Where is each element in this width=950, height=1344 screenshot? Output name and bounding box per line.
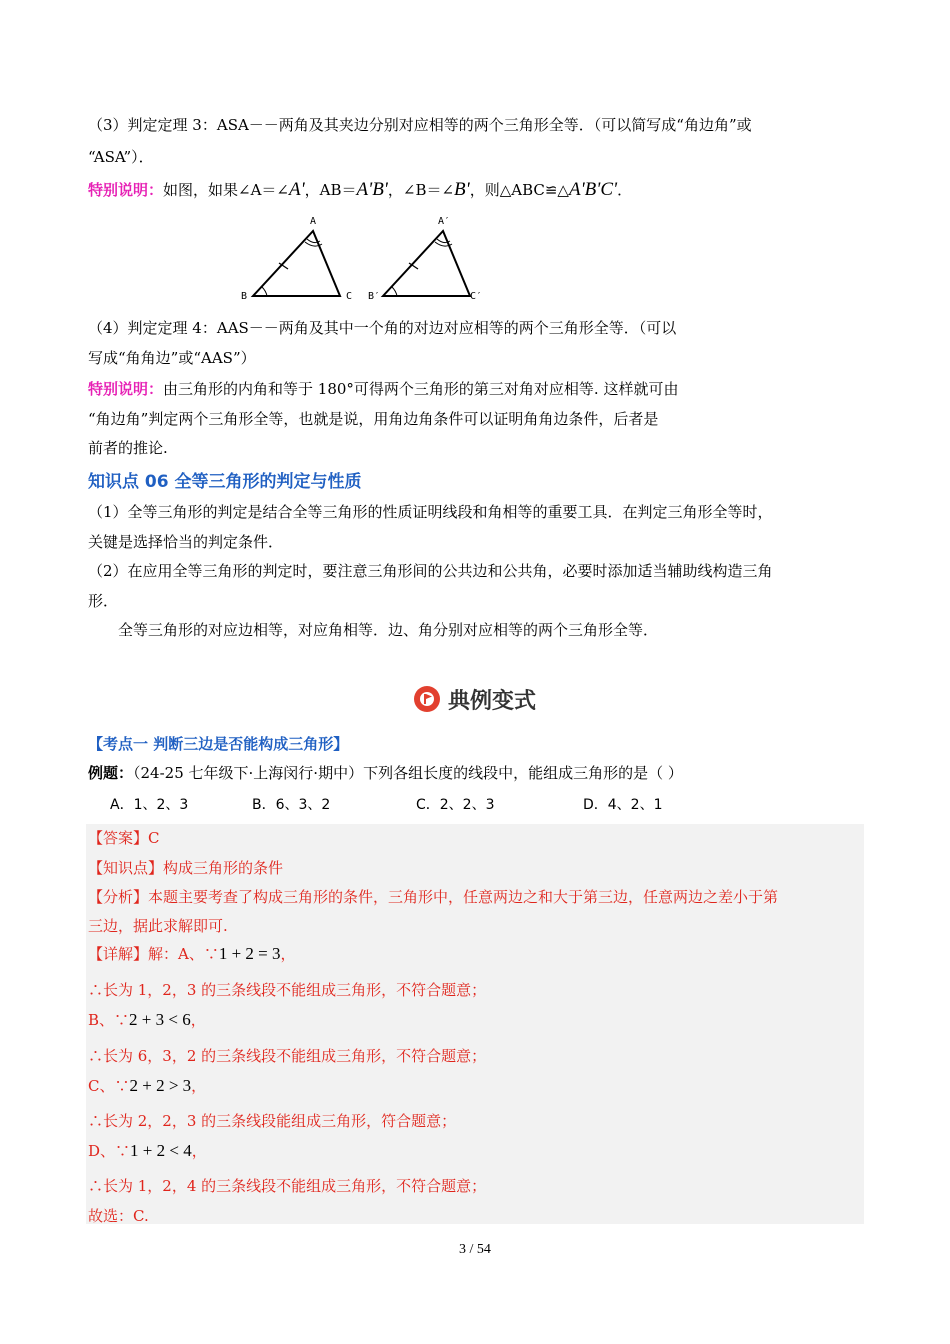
note1-text-b: ，AB＝ [304,181,357,199]
comma: ， [190,1011,206,1029]
note1-line [88,180,632,200]
option-d: D．4、2、1 [583,797,663,813]
theorem3-line2: “ASA”）． [88,148,154,166]
note-label: 特别说明： [88,181,164,199]
section-title-text: 典例变式 [447,689,536,714]
theorem4-line2: 写成“角角边”或“AAS”） [88,349,256,367]
note1-sym-a: A' [289,179,305,200]
detail-b [88,1010,206,1030]
comma: ， [191,1077,207,1095]
note1-sym-b: A'B' [356,179,388,200]
conclusion-c: ∴长为 2，2，3 的三条线段能组成三角形，符合题意； [88,1112,457,1130]
conclusion-b: ∴长为 6，3，2 的三条线段不能组成三角形，不符合题意； [88,1047,487,1065]
option-c: C．2、2、3 [416,797,495,813]
knowledge-p2a: （2）在应用全等三角形的判定时，要注意三角形间的公共边和公共角，必要时添加适当辅助线构造三角 [88,562,773,580]
knowledge-p3: 全等三角形的对应边相等，对应角相等．边、角分别对应相等的两个三角形全等． [118,621,659,639]
example-stem [88,763,683,783]
page-number: 3 / 54 [459,1242,491,1257]
label-a-prime: A′ [438,216,451,227]
knowledge-heading: 知识点 06 全等三角形的判定与性质 [88,472,362,492]
option-b: B．6、3、2 [252,797,331,813]
label-b-prime: B′ [368,291,381,302]
answer-line: 【答案】C [88,829,160,847]
equation-c: 2 + 2 > 3 [129,1076,192,1095]
detail-d [88,1141,207,1161]
label-a: A [310,216,317,227]
triangle-abc-prime [383,231,470,296]
example-label: 例题： [88,764,134,782]
analysis-line1: 【分析】本题主要考查了构成三角形的条件，三角形中，任意两边之和大于第三边，任意两边之差小于第 [88,888,779,906]
flag-icon [414,686,440,712]
triangle-abc [253,231,340,296]
note2-line2: “角边角”判定两个三角形全等，也就是说，用角边角条件可以证明角角边条件，后者是 [88,410,659,428]
conclusion-a: ∴长为 1，2，3 的三条线段不能组成三角形，不符合题意； [88,981,487,999]
note1-sym-c: B' [454,179,470,200]
triangle-figure [0,205,950,315]
label-d-option: D、∵ [88,1142,131,1160]
equation-d: 1 + 2 < 4 [130,1141,192,1160]
equation-a: 1 + 2 = 3 [218,944,281,963]
knowledge-p1b: 关键是选择恰当的判定条件． [88,533,284,551]
label-c: C [346,291,353,302]
angle-arc-b [262,287,267,296]
detail-a [88,944,296,964]
note-label: 特别说明： [88,380,164,398]
section-title [0,684,950,715]
note1-text-e: ． [617,181,633,199]
label-c-option: C、∵ [88,1077,130,1095]
label-b-option: B、∵ [88,1011,130,1029]
example-text: （24-25 七年级下·上海闵行·期中）下列各组长度的线段中，能组成三角形的是（ ） [133,764,683,782]
final-answer: 故选：C. [88,1207,149,1225]
note1-text-d: ，则△ABC≌△ [469,181,569,199]
note1-sym-d: A'B'C' [568,179,618,200]
kaodian-heading: 【考点一 判断三边是否能构成三角形】 [88,735,349,753]
angle-arc-b-prime [392,287,397,296]
note2-line3: 前者的推论. [88,439,168,457]
label-b: B [241,291,248,302]
conclusion-d: ∴长为 1，2，4 的三条线段不能组成三角形，不符合题意； [88,1177,487,1195]
theorem4-line1: （4）判定定理 4：AAS－－两角及其中一个角的对边对应相等的两个三角形全等．（可以 [88,319,677,337]
detail-label: 【详解】解：A、∵ [88,945,219,963]
theorem3-line1: （3）判定定理 3：ASA－－两角及其夹边分别对应相等的两个三角形全等．（可以简写成“角边角”或 [88,116,752,134]
note2-text: 由三角形的内角和等于 180°可得两个三角形的第三对角对应相等. 这样就可由 [163,380,679,398]
option-a: A．1、2、3 [110,797,189,813]
label-c-prime: C′ [470,291,483,302]
note1-text-a: 如图，如果∠A＝∠ [163,181,289,199]
knowledge-p2b: 形． [88,592,119,610]
note2-line1 [88,379,678,399]
knowledge-point-line: 【知识点】构成三角形的条件 [88,859,284,877]
detail-c [88,1076,206,1096]
knowledge-p1a: （1）全等三角形的判定是结合全等三角形的性质证明线段和角相等的重要工具．在判定三角形全等时， [88,503,773,521]
comma: ， [280,945,296,963]
equation-b: 2 + 3 < 6 [129,1010,191,1029]
comma: ， [191,1142,207,1160]
note1-text-c: ，∠B＝∠ [387,181,455,199]
analysis-line2: 三边，据此求解即可. [88,917,228,935]
